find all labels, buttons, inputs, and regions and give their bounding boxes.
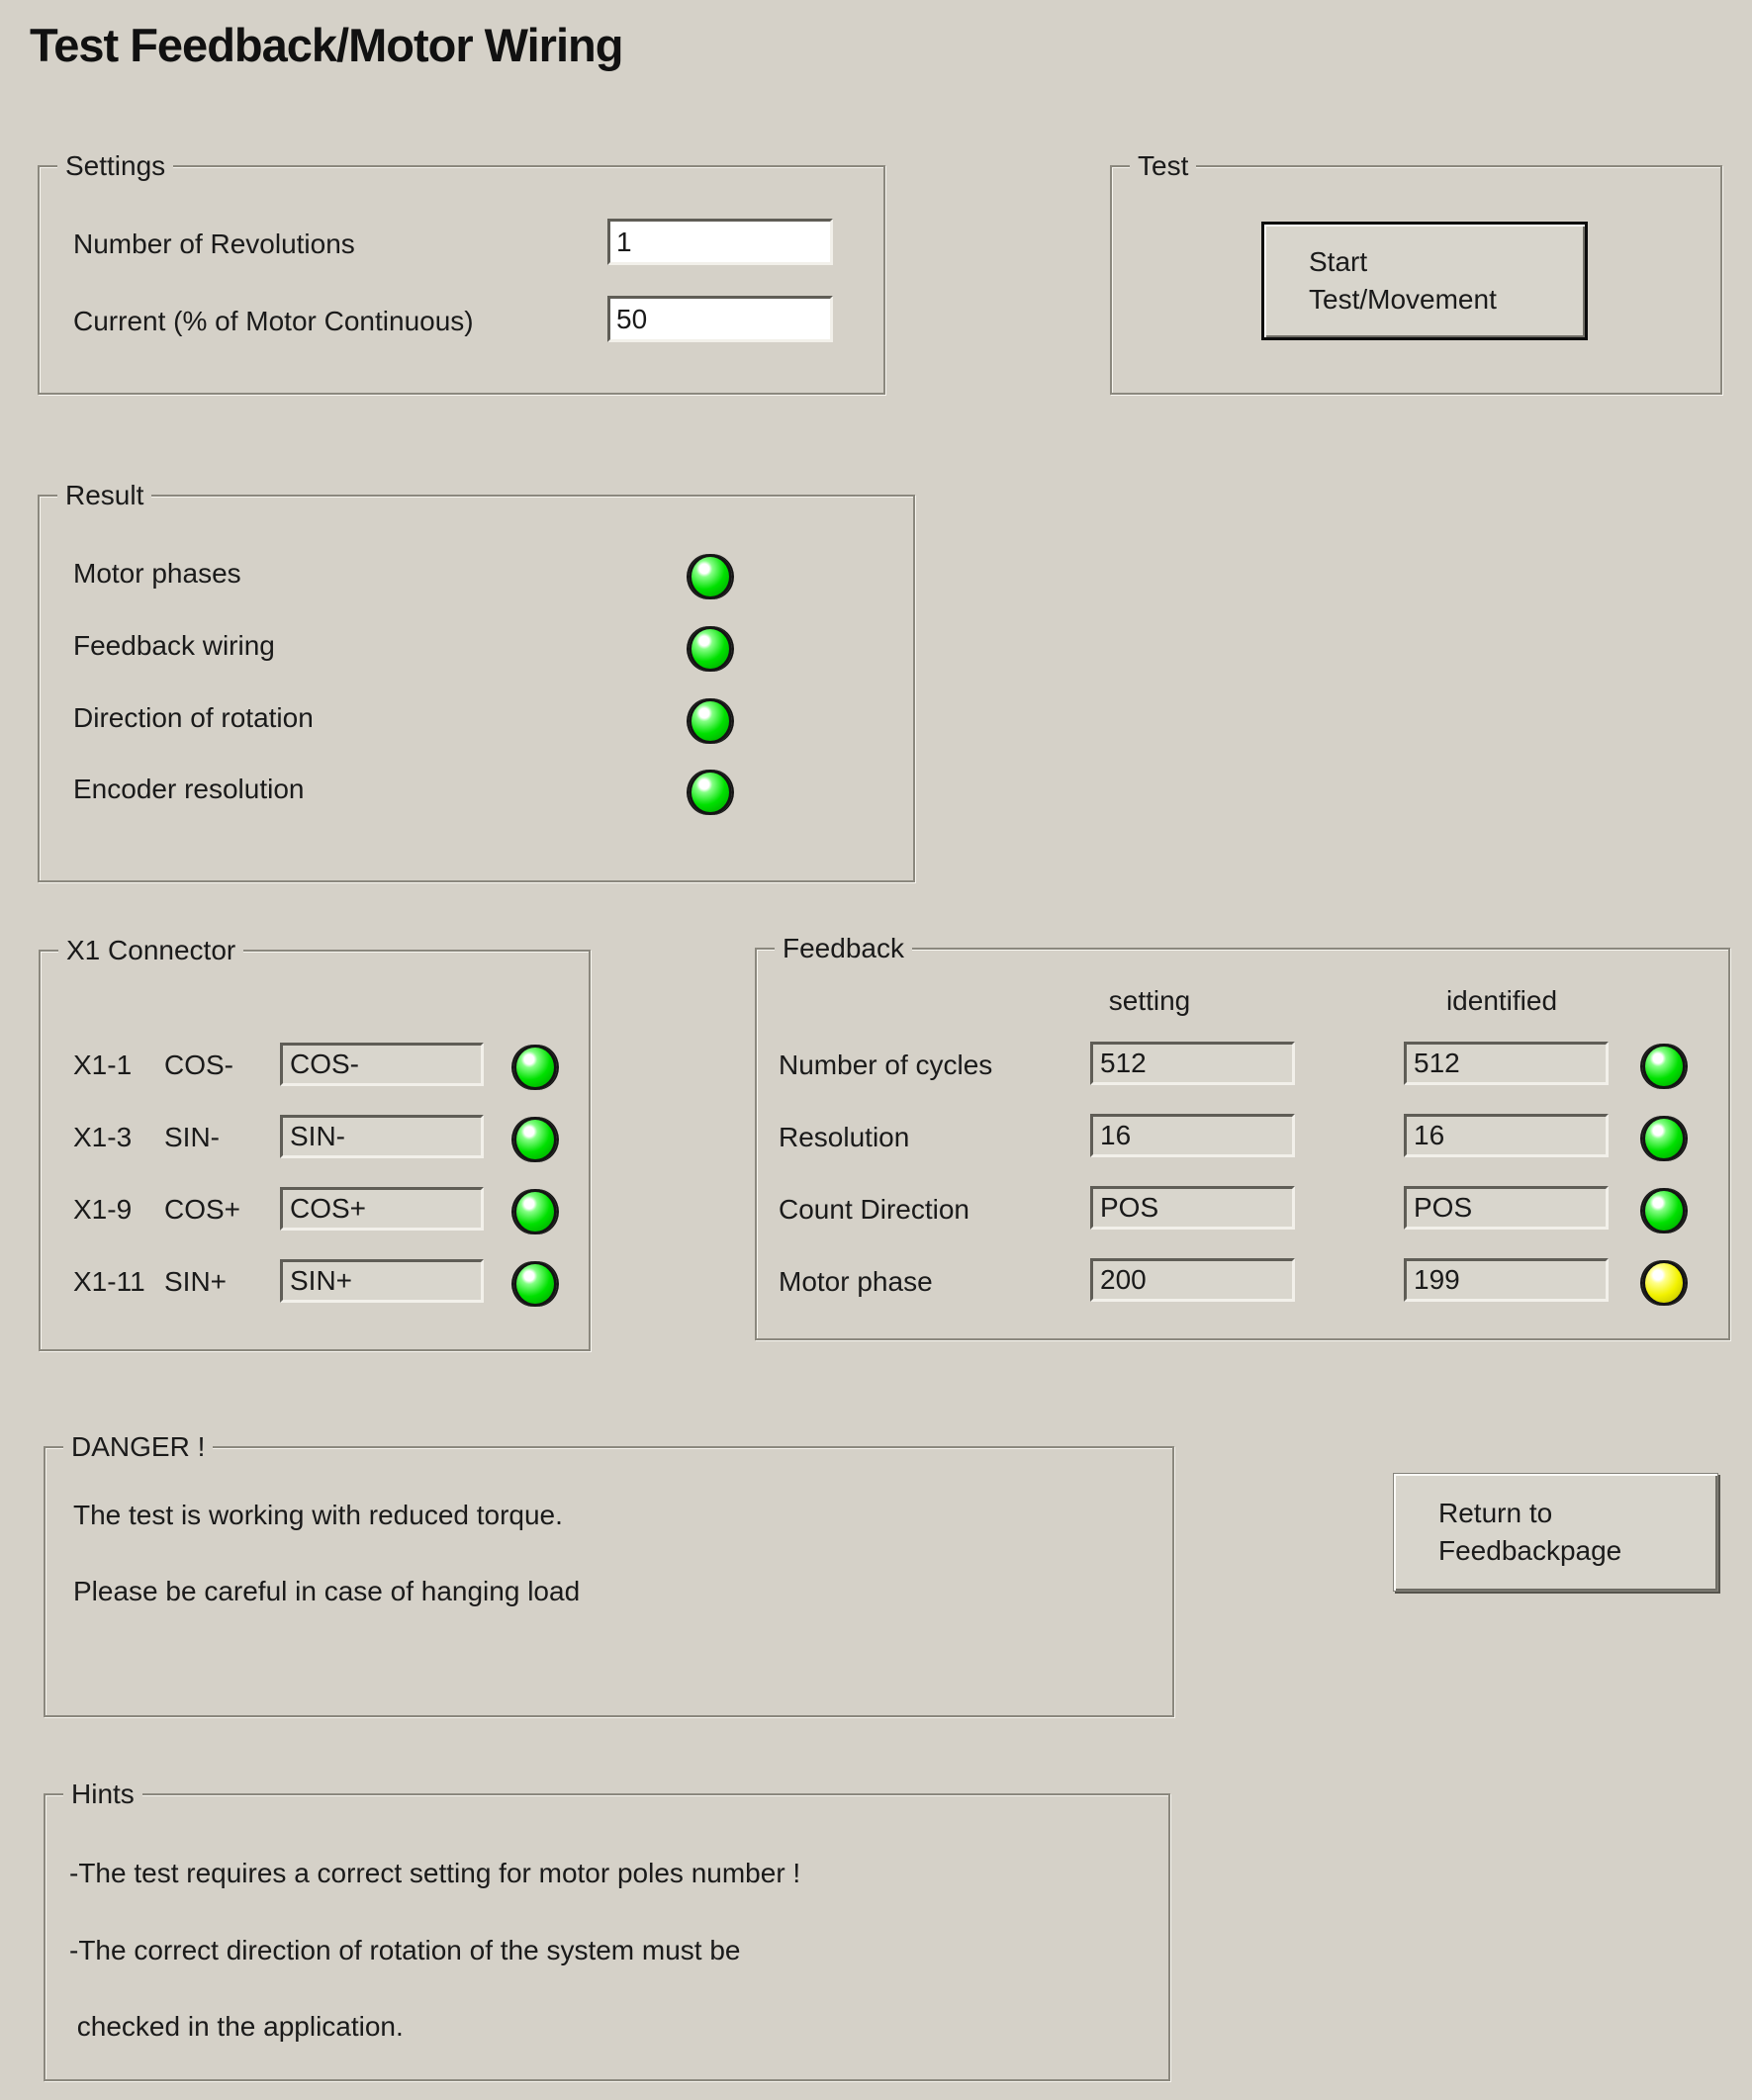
x1-connector-group <box>39 935 591 1351</box>
x1-1-signal: COS- <box>164 1050 233 1080</box>
feedback-wiring-led <box>689 626 732 672</box>
setting-column-header: setting <box>1108 985 1191 1016</box>
test-group <box>1110 150 1722 395</box>
current-percent-label: Current (% of Motor Continuous) <box>73 306 474 336</box>
number-of-cycles-setting-field: 512 <box>1090 1042 1295 1085</box>
identified-column-header: identified <box>1445 985 1558 1016</box>
count-direction-setting-field: POS <box>1090 1186 1295 1230</box>
feedback-group <box>755 933 1730 1340</box>
x1-11-pin: X1-11 <box>73 1266 145 1297</box>
x1-1-pin: X1-1 <box>73 1050 133 1080</box>
x1-11-signal: SIN+ <box>164 1266 228 1297</box>
encoder-resolution-led <box>689 770 732 815</box>
count-direction-identified-field: POS <box>1404 1186 1609 1230</box>
settings-group-label: Settings <box>57 150 173 182</box>
return-to-feedbackpage-button[interactable] <box>1393 1473 1718 1592</box>
x1-9-label <box>73 1194 240 1226</box>
hints-group <box>44 1779 1170 2081</box>
motor-phase-led <box>1642 1260 1686 1306</box>
x1-9-signal: COS+ <box>164 1194 241 1225</box>
resolution-setting-field: 16 <box>1090 1114 1295 1157</box>
x1-1-label <box>73 1050 233 1081</box>
x1-9-led <box>513 1189 557 1234</box>
return-button-label-line1: Return to <box>1438 1498 1553 1528</box>
x1-11-field: SIN+ <box>280 1259 484 1303</box>
feedback-wiring-label: Feedback wiring <box>73 630 275 661</box>
danger-group <box>44 1431 1174 1717</box>
danger-line-1: The test is working with reduced torque. <box>73 1500 563 1530</box>
direction-of-rotation-label: Direction of rotation <box>73 702 314 733</box>
number-of-revolutions-label: Number of Revolutions <box>73 228 355 259</box>
page-title: Test Feedback/Motor Wiring <box>30 19 623 71</box>
count-direction-led <box>1642 1188 1686 1233</box>
x1-3-signal: SIN- <box>164 1122 220 1152</box>
x1-9-field: COS+ <box>280 1187 484 1231</box>
danger-group-label: DANGER ! <box>63 1431 213 1463</box>
current-percent-input[interactable] <box>607 296 833 342</box>
x1-3-field: SIN- <box>280 1115 484 1158</box>
motor-phase-identified-field: 199 <box>1404 1258 1609 1302</box>
number-of-cycles-identified-field: 512 <box>1404 1042 1609 1085</box>
x1-3-pin: X1-3 <box>73 1122 133 1152</box>
resolution-identified-field: 16 <box>1404 1114 1609 1157</box>
x1-1-field: COS- <box>280 1043 484 1086</box>
hint-line-2: -The correct direction of rotation of the system must be <box>69 1935 741 1965</box>
hint-line-3: checked in the application. <box>69 2011 404 2042</box>
count-direction-label: Count Direction <box>779 1194 969 1225</box>
x1-11-led <box>513 1261 557 1307</box>
start-test-movement-label-line1: Start <box>1309 246 1368 277</box>
number-of-cycles-led <box>1642 1044 1686 1089</box>
x1-3-label <box>73 1122 220 1153</box>
settings-group <box>38 150 885 395</box>
x1-11-label <box>73 1266 227 1298</box>
motor-phase-label: Motor phase <box>779 1266 933 1297</box>
danger-line-2: Please be careful in case of hanging load <box>73 1576 581 1606</box>
motor-phase-setting-field: 200 <box>1090 1258 1295 1302</box>
resolution-led <box>1642 1116 1686 1161</box>
feedback-group-label: Feedback <box>775 933 912 964</box>
number-of-cycles-label: Number of cycles <box>779 1050 993 1080</box>
start-test-movement-button[interactable] <box>1261 222 1588 340</box>
x1-1-led <box>513 1045 557 1090</box>
number-of-revolutions-input[interactable] <box>607 219 833 265</box>
hints-group-label: Hints <box>63 1779 142 1810</box>
result-group <box>38 480 915 882</box>
x1-3-led <box>513 1117 557 1162</box>
result-group-label: Result <box>57 480 151 511</box>
encoder-resolution-label: Encoder resolution <box>73 774 305 804</box>
start-test-movement-label-line2: Test/Movement <box>1309 284 1497 315</box>
x1-9-pin: X1-9 <box>73 1194 133 1225</box>
return-button-label-line2: Feedbackpage <box>1438 1535 1622 1566</box>
hint-line-1: -The test requires a correct setting for motor poles number ! <box>69 1858 801 1888</box>
resolution-label: Resolution <box>779 1122 910 1152</box>
test-group-label: Test <box>1130 150 1196 182</box>
direction-of-rotation-led <box>689 698 732 744</box>
x1-connector-group-label: X1 Connector <box>58 935 243 966</box>
motor-phases-label: Motor phases <box>73 558 241 589</box>
motor-phases-led <box>689 554 732 599</box>
